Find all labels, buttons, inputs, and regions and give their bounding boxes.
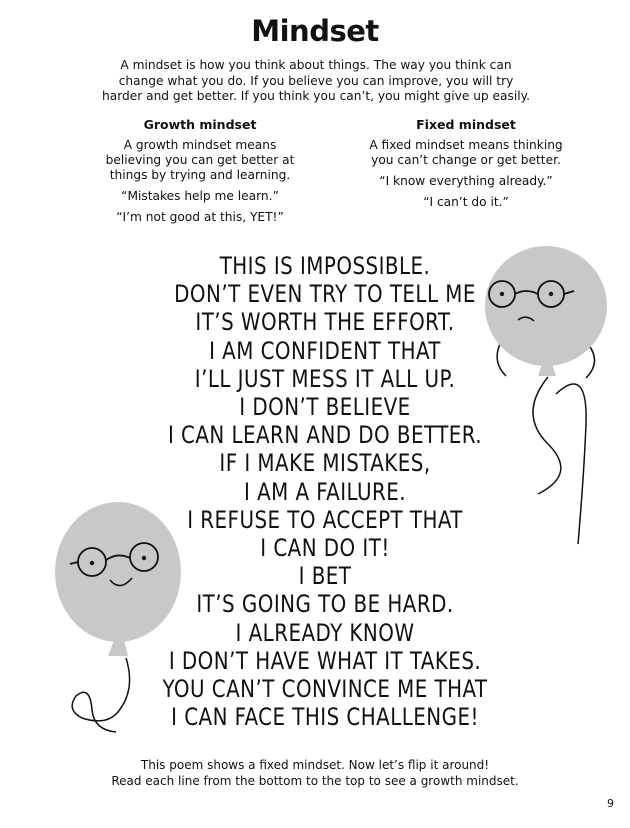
poem — [130, 252, 520, 731]
fixed-description: A fixed mindset means thinking you can’t change or get better. — [369, 138, 563, 167]
poem-line: I AM A FAILURE. — [243, 477, 406, 506]
poem-line: YOU CAN’T CONVINCE ME THAT — [162, 675, 488, 704]
fixed-heading: Fixed mindset — [416, 117, 516, 132]
page-title: Mindset — [251, 14, 379, 48]
growth-heading: Growth mindset — [143, 117, 257, 132]
poem-line: DON’T EVEN TRY TO TELL ME — [174, 280, 476, 309]
poem-line: THIS IS IMPOSSIBLE. — [219, 252, 431, 280]
growth-description: A growth mindset means believing you can get better at things by trying and learning. — [105, 138, 295, 182]
poem-line: I CAN FACE THIS CHALLENGE! — [171, 703, 479, 732]
poem-line: I DON’T BELIEVE — [239, 393, 411, 422]
growth-mindset-column — [100, 117, 300, 231]
poem-line: I REFUSE TO ACCEPT THAT — [187, 505, 463, 534]
poem-line: IT’S GOING TO BE HARD. — [196, 590, 454, 619]
poem-line: I CAN DO IT! — [260, 534, 390, 563]
poem-line: I CAN LEARN AND DO BETTER. — [167, 421, 483, 450]
footer-line-2: Read each line from the bottom to the top to see a growth mindset. — [111, 773, 519, 788]
poem-line: I AM CONFIDENT THAT — [209, 336, 441, 365]
fixed-quote-1: “I know everything already.” — [379, 174, 553, 188]
footer-line-1: This poem shows a fixed mindset. Now let’s flip it around! — [140, 758, 490, 772]
poem-line: I DON’T HAVE WHAT IT TAKES. — [168, 646, 482, 675]
intro-paragraph: A mindset is how you think about things. The way you think can change what you do. If you believe you can improve, you will try harder and get better. If you think you can’t, you might give up easily. — [102, 58, 530, 103]
poem-line: I BET — [298, 562, 352, 591]
growth-quote-1: “Mistakes help me learn.” — [121, 189, 279, 203]
poem-line: I’LL JUST MESS IT ALL UP. — [194, 364, 456, 393]
poem-line: IF I MAKE MISTAKES, — [219, 449, 431, 478]
poem-line: IT’S WORTH THE EFFORT. — [195, 308, 455, 337]
poem-line: I ALREADY KNOW — [235, 618, 415, 647]
growth-quote-2: “I’m not good at this, YET!” — [116, 210, 284, 224]
fixed-quote-2: “I can’t do it.” — [423, 195, 509, 209]
fixed-mindset-column — [366, 117, 566, 216]
footer-note — [0, 758, 630, 789]
page-number: 9 — [607, 797, 614, 810]
